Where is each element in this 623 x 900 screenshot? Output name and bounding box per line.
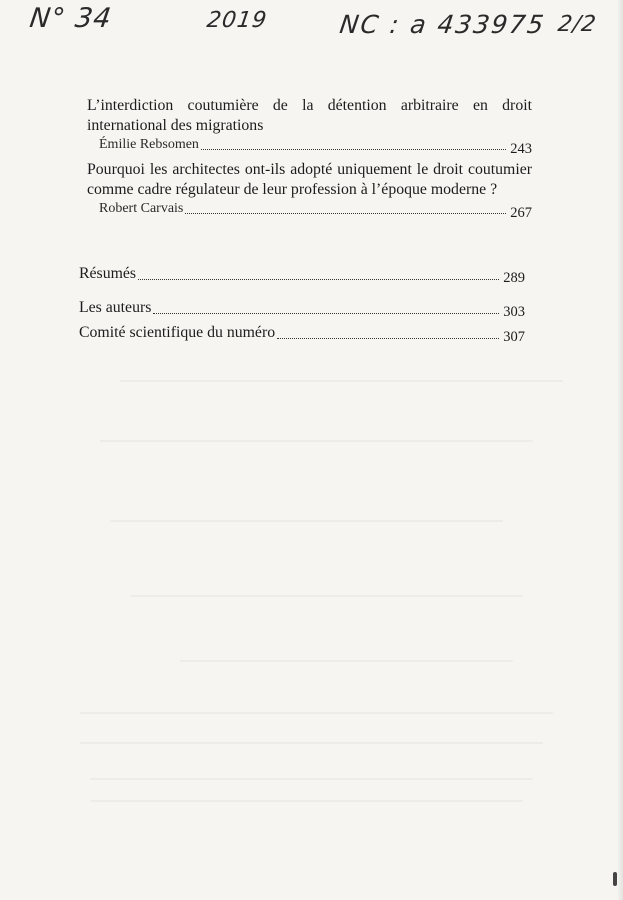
toc-section-auteurs [79,298,525,318]
toc-entry-author: Robert Carvais [99,201,184,216]
bleed-through-line [100,440,533,442]
handwritten-issue-number: N° 34 [27,3,114,34]
toc-entry [79,160,532,221]
bleed-through-line [110,520,503,522]
handwritten-year: 2019 [205,8,269,33]
bleed-through-line [120,380,563,382]
toc-section-page-number: 307 [503,329,525,345]
dot-leader [153,312,499,314]
toc-section-page-number: 289 [503,270,525,286]
bleed-through-line [90,800,523,802]
toc-entry-author: Émilie Rebsomen [99,137,199,152]
bleed-through-line [130,595,523,597]
toc-section-label: Comité scientifique du numéro [79,324,276,341]
bleed-through-line [180,660,513,662]
dot-leader [185,212,506,214]
toc-entry-author-row [79,200,532,221]
scan-edge-mark [613,872,617,886]
dot-leader [277,337,499,339]
handwritten-volume-part: 2/2 [556,12,599,37]
toc-entry [79,96,532,157]
toc-section-page-number: 303 [503,304,525,320]
toc-entry-title: L’interdiction coutumière de la détention arbitraire en droit international des migrations [87,97,532,134]
table-of-contents [79,96,532,222]
bleed-through-line [90,778,533,780]
bleed-through-line [80,742,543,744]
toc-section-comite [79,323,525,343]
scan-edge-shadow [617,0,623,900]
dot-leader [201,148,506,150]
dot-leader [138,278,499,280]
toc-section-resumes [79,264,525,284]
toc-entry-page-number: 243 [510,141,532,157]
bleed-through-line [80,712,553,714]
handwritten-call-number: NC : a 433975 [337,10,548,39]
toc-entry-author-row [79,136,532,157]
toc-entry-page-number: 267 [510,205,532,221]
toc-section-label: Résumés [79,265,137,282]
toc-section-label: Les auteurs [79,299,152,316]
toc-entry-title: Pourquoi les architectes ont-ils adopté uniquement le droit coutumier comme cadre régulateur de leur profession à l’époque moderne ? [87,161,532,198]
